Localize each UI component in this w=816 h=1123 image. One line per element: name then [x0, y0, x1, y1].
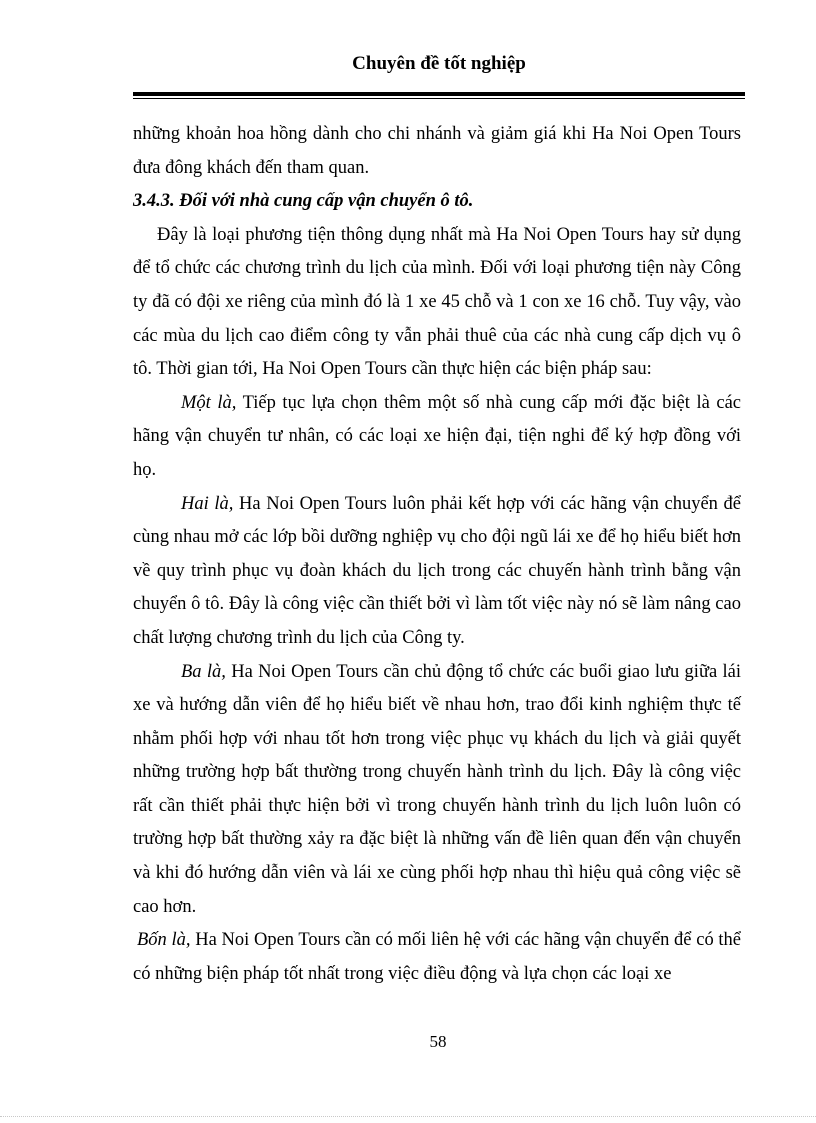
header-rule-thin	[133, 98, 745, 99]
section-heading: 3.4.3. Đối với nhà cung cấp vận chuyển ô tô.	[133, 191, 474, 212]
measure-paragraph-3	[133, 656, 741, 925]
header-rule-thick	[133, 92, 745, 96]
measure-text-1: Tiếp tục lựa chọn thêm một số nhà cung cấp mới đặc biệt là các hãng vận chuyển tư nhân, có các loại xe hiện đại, tiện nghi để ký hợp đồng với họ.	[133, 392, 741, 480]
page-bottom-border	[0, 1116, 816, 1117]
measure-paragraph-2	[133, 488, 741, 656]
measure-lead-4: Bốn là,	[137, 930, 191, 951]
measure-paragraph-1	[133, 387, 741, 488]
measure-lead-1: Một là,	[181, 392, 237, 413]
measure-text-4: Ha Noi Open Tours cần có mối liên hệ với các hãng vận chuyển để có thể có những biện pháp tốt nhất trong việc điều động và lựa chọn các loại xe	[133, 930, 741, 984]
page-number: 58	[429, 1032, 447, 1051]
measure-lead-3: Ba là,	[181, 661, 226, 682]
continuation-paragraph: những khoản hoa hồng dành cho chi nhánh và giảm giá khi Ha Noi Open Tours đưa đông khách đến tham quan.	[133, 124, 741, 178]
measure-lead-2: Hai là,	[181, 493, 234, 514]
intro-paragraph: Đây là loại phương tiện thông dụng nhất mà Ha Noi Open Tours hay sử dụng để tổ chức các chương trình du lịch của mình. Đối với loại phương tiện này Công ty đã có đội xe riêng của mình đó là 1 xe 45 chỗ và 1 con xe 16 chỗ. Tuy vậy, vào các mùa du lịch cao điểm công ty vẫn phải thuê của các nhà cung cấp dịch vụ ô tô. Thời gian tới, Ha Noi Open Tours cần thực hiện các biện pháp sau:	[133, 224, 741, 380]
measure-text-3: Ha Noi Open Tours cần chủ động tổ chức các buổi giao lưu giữa lái xe và hướng dẫn viên để họ hiểu biết về nhau hơn, trao đổi kinh nghiệm thực tế nhằm phối hợp với nhau tốt hơn trong việc phục vụ khách du lịch và giải quyết những trường hợp bất thường trong chuyến hành trình du lịch. Đây là công việc rất cần thiết phải thực hiện bởi vì trong chuyến hành trình du lịch luôn luôn có trường hợp bất thường xảy ra đặc biệt là những vấn đề liên quan đến vận chuyển và khi đó hướng dẫn viên và lái xe cùng phối hợp nhau thì hiệu quả công việc sẽ cao hơn.	[133, 661, 741, 917]
measure-text-2: Ha Noi Open Tours luôn phải kết hợp với các hãng vận chuyển để cùng nhau mở các lớp bồi dưỡng nghiệp vụ cho đội ngũ lái xe để họ hiểu biết hơn về quy trình phục vụ đoàn khách du lịch trong các chuyến hành trình bằng vận chuyển ô tô. Đây là công việc cần thiết bởi vì làm tốt việc này nó sẽ làm nâng cao chất lượng chương trình du lịch của Công ty.	[133, 493, 741, 648]
body-text	[133, 118, 741, 991]
measure-paragraph-4	[133, 924, 741, 991]
running-header-title: Chuyên đề tốt nghiệp	[352, 53, 526, 74]
